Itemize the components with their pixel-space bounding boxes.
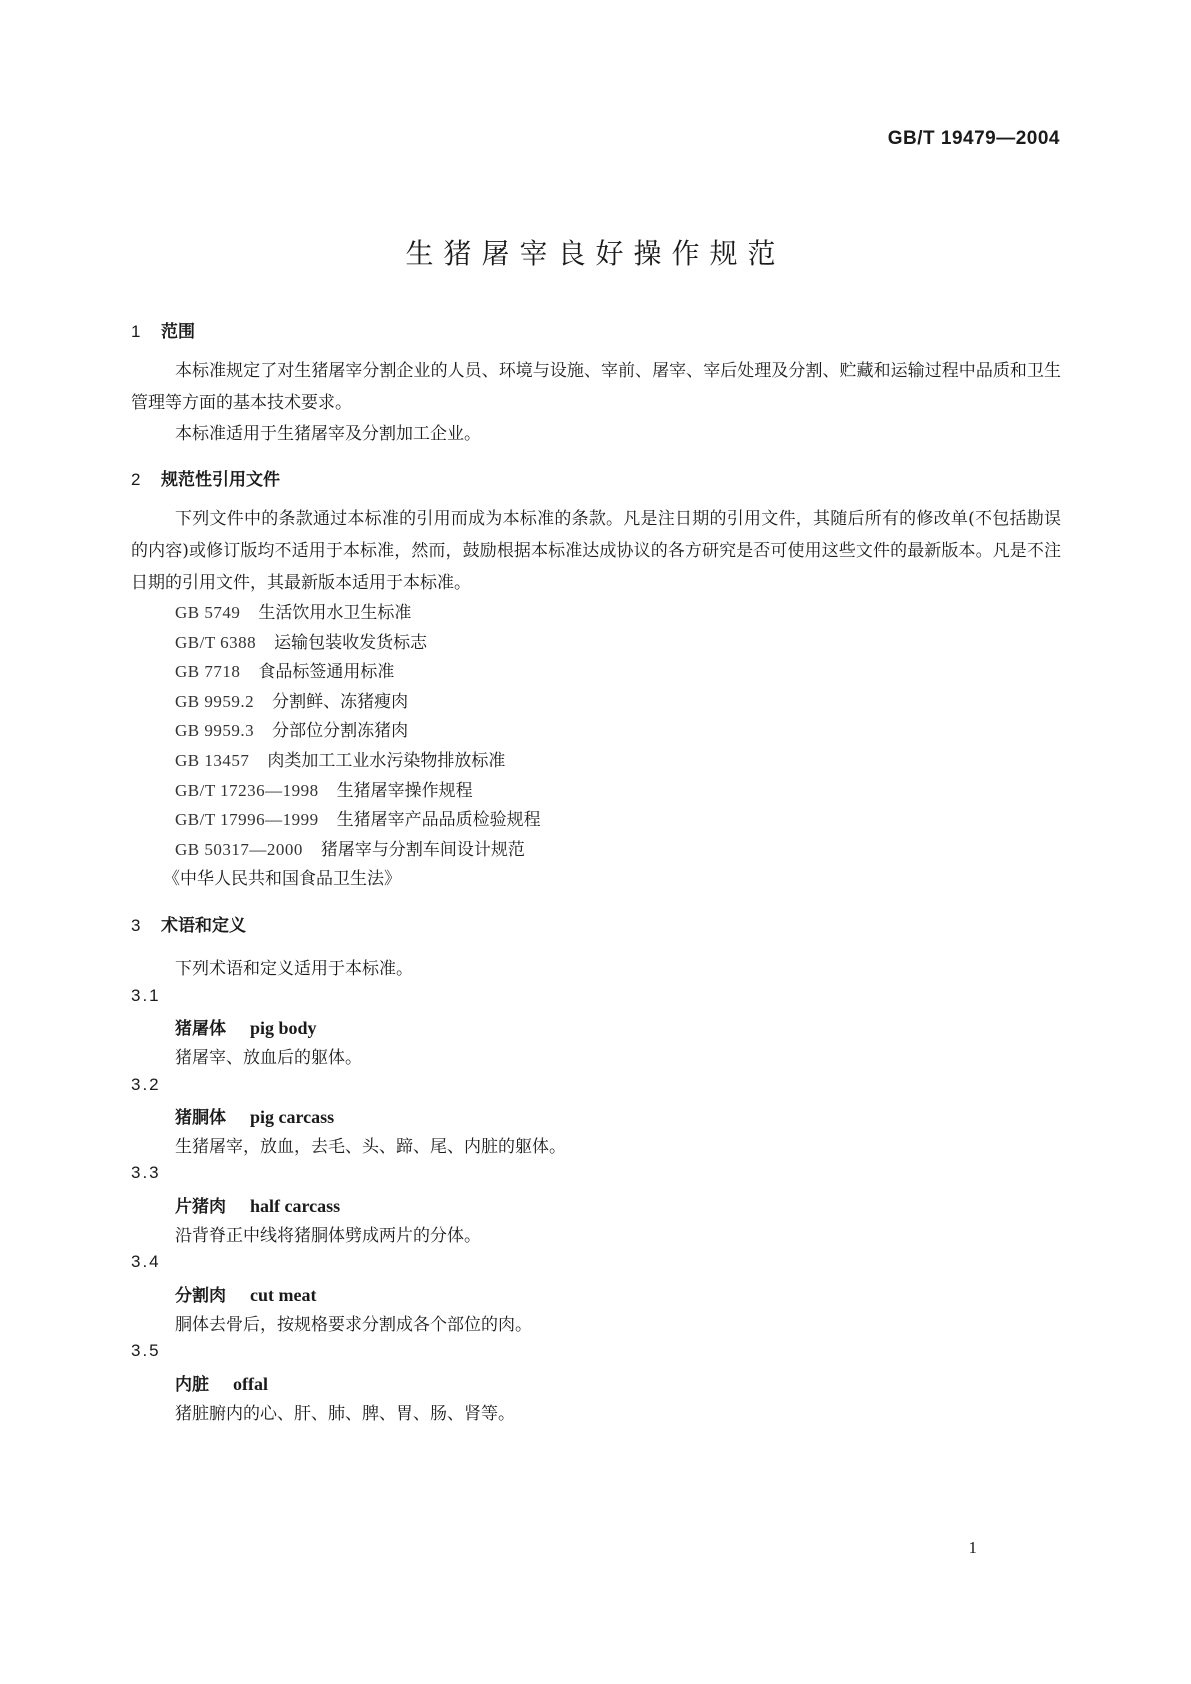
term-number: 3.1 <box>131 986 161 1005</box>
reference-item <box>175 805 541 830</box>
reference-title: 肉类加工工业水污染物排放标准 <box>267 751 506 771</box>
term-zh: 猪屠体 <box>175 1019 226 1039</box>
reference-code: GB 7718 <box>175 662 241 681</box>
term-number: 3.5 <box>131 1341 161 1360</box>
reference-law: 《中华人民共和国食品卫生法》 <box>163 869 401 889</box>
term-en: half carcass <box>250 1196 341 1216</box>
term-zh: 分割肉 <box>175 1286 226 1306</box>
reference-code: GB 5749 <box>175 603 241 622</box>
reference-item <box>175 657 394 682</box>
term-zh: 猪胴体 <box>175 1108 226 1128</box>
reference-code: GB 9959.3 <box>175 721 255 740</box>
term-heading <box>175 1281 316 1306</box>
section-1-paragraph-1: 本标准规定了对生猪屠宰分割企业的人员、环境与设施、宰前、屠宰、宰后处理及分割、贮藏和运输过程中品质和卫生管理等方面的基本技术要求。 <box>131 361 1061 413</box>
reference-title: 生猪屠宰产品品质检验规程 <box>336 810 541 830</box>
reference-title: 运输包装收发货标志 <box>274 633 428 653</box>
term-definition: 猪脏腑内的心、肝、肺、脾、胃、肠、肾等。 <box>175 1404 515 1424</box>
section-2-heading <box>131 465 280 490</box>
section-number: 3 <box>131 916 141 935</box>
reference-code: GB 50317—2000 <box>175 840 303 859</box>
term-number: 3.4 <box>131 1252 161 1271</box>
page-number: 1 <box>968 1538 977 1557</box>
term-definition: 胴体去骨后，按规格要求分割成各个部位的肉。 <box>175 1315 532 1335</box>
reference-item <box>175 746 505 771</box>
term-en: pig carcass <box>250 1107 335 1127</box>
section-1-heading <box>131 317 195 342</box>
reference-item <box>175 776 473 801</box>
section-3-intro: 下列术语和定义适用于本标准。 <box>175 959 413 979</box>
reference-title: 猪屠宰与分割车间设计规范 <box>320 840 525 860</box>
section-2-paragraph: 下列文件中的条款通过本标准的引用而成为本标准的条款。凡是注日期的引用文件，其随后所有的修改单(不包括勘误的内容)或修订版均不适用于本标准，然而，鼓励根据本标准达成协议的各方研究是否可使用这些文件的最新版本。凡是不注日期的引用文件，其最新版本适用于本标准。 <box>131 509 1061 593</box>
reference-code: GB/T 17996—1999 <box>175 810 319 829</box>
term-number: 3.3 <box>131 1163 161 1182</box>
section-number: 2 <box>131 470 141 489</box>
term-en: pig body <box>250 1018 317 1038</box>
term-en: cut meat <box>250 1285 317 1305</box>
reference-title: 生活饮用水卫生标准 <box>258 603 412 623</box>
term-heading <box>175 1370 268 1395</box>
reference-code: GB 13457 <box>175 751 250 770</box>
term-heading <box>175 1103 334 1128</box>
term-definition: 猪屠宰、放血后的躯体。 <box>175 1048 362 1068</box>
term-zh: 内脏 <box>175 1375 209 1395</box>
term-zh: 片猪肉 <box>175 1197 226 1217</box>
reference-item <box>175 628 427 653</box>
term-heading <box>175 1014 317 1039</box>
term-en: offal <box>233 1374 268 1394</box>
section-title: 术语和定义 <box>161 916 246 936</box>
section-title: 规范性引用文件 <box>161 470 280 490</box>
reference-item <box>175 835 525 860</box>
term-definition: 生猪屠宰，放血，去毛、头、蹄、尾、内脏的躯体。 <box>175 1137 566 1157</box>
section-number: 1 <box>131 322 141 341</box>
reference-code: GB/T 6388 <box>175 633 257 652</box>
reference-title: 分割鲜、冻猪瘦肉 <box>272 692 409 712</box>
reference-item <box>175 716 408 741</box>
reference-title: 生猪屠宰操作规程 <box>336 781 473 801</box>
section-3-heading <box>131 911 246 936</box>
reference-item <box>175 687 408 712</box>
section-title: 范围 <box>161 322 195 342</box>
document-title: 生猪屠宰良好操作规范 <box>405 237 786 270</box>
reference-title: 分部位分割冻猪肉 <box>272 721 409 741</box>
section-1-paragraph-2: 本标准适用于生猪屠宰及分割加工企业。 <box>175 424 481 444</box>
term-heading <box>175 1192 340 1217</box>
reference-code: GB/T 17236—1998 <box>175 781 319 800</box>
reference-item <box>175 598 411 623</box>
term-number: 3.2 <box>131 1075 161 1094</box>
term-definition: 沿背脊正中线将猪胴体劈成两片的分体。 <box>175 1226 481 1246</box>
standard-code: GB/T 19479—2004 <box>887 128 1060 149</box>
reference-title: 食品标签通用标准 <box>258 662 395 682</box>
reference-code: GB 9959.2 <box>175 692 255 711</box>
